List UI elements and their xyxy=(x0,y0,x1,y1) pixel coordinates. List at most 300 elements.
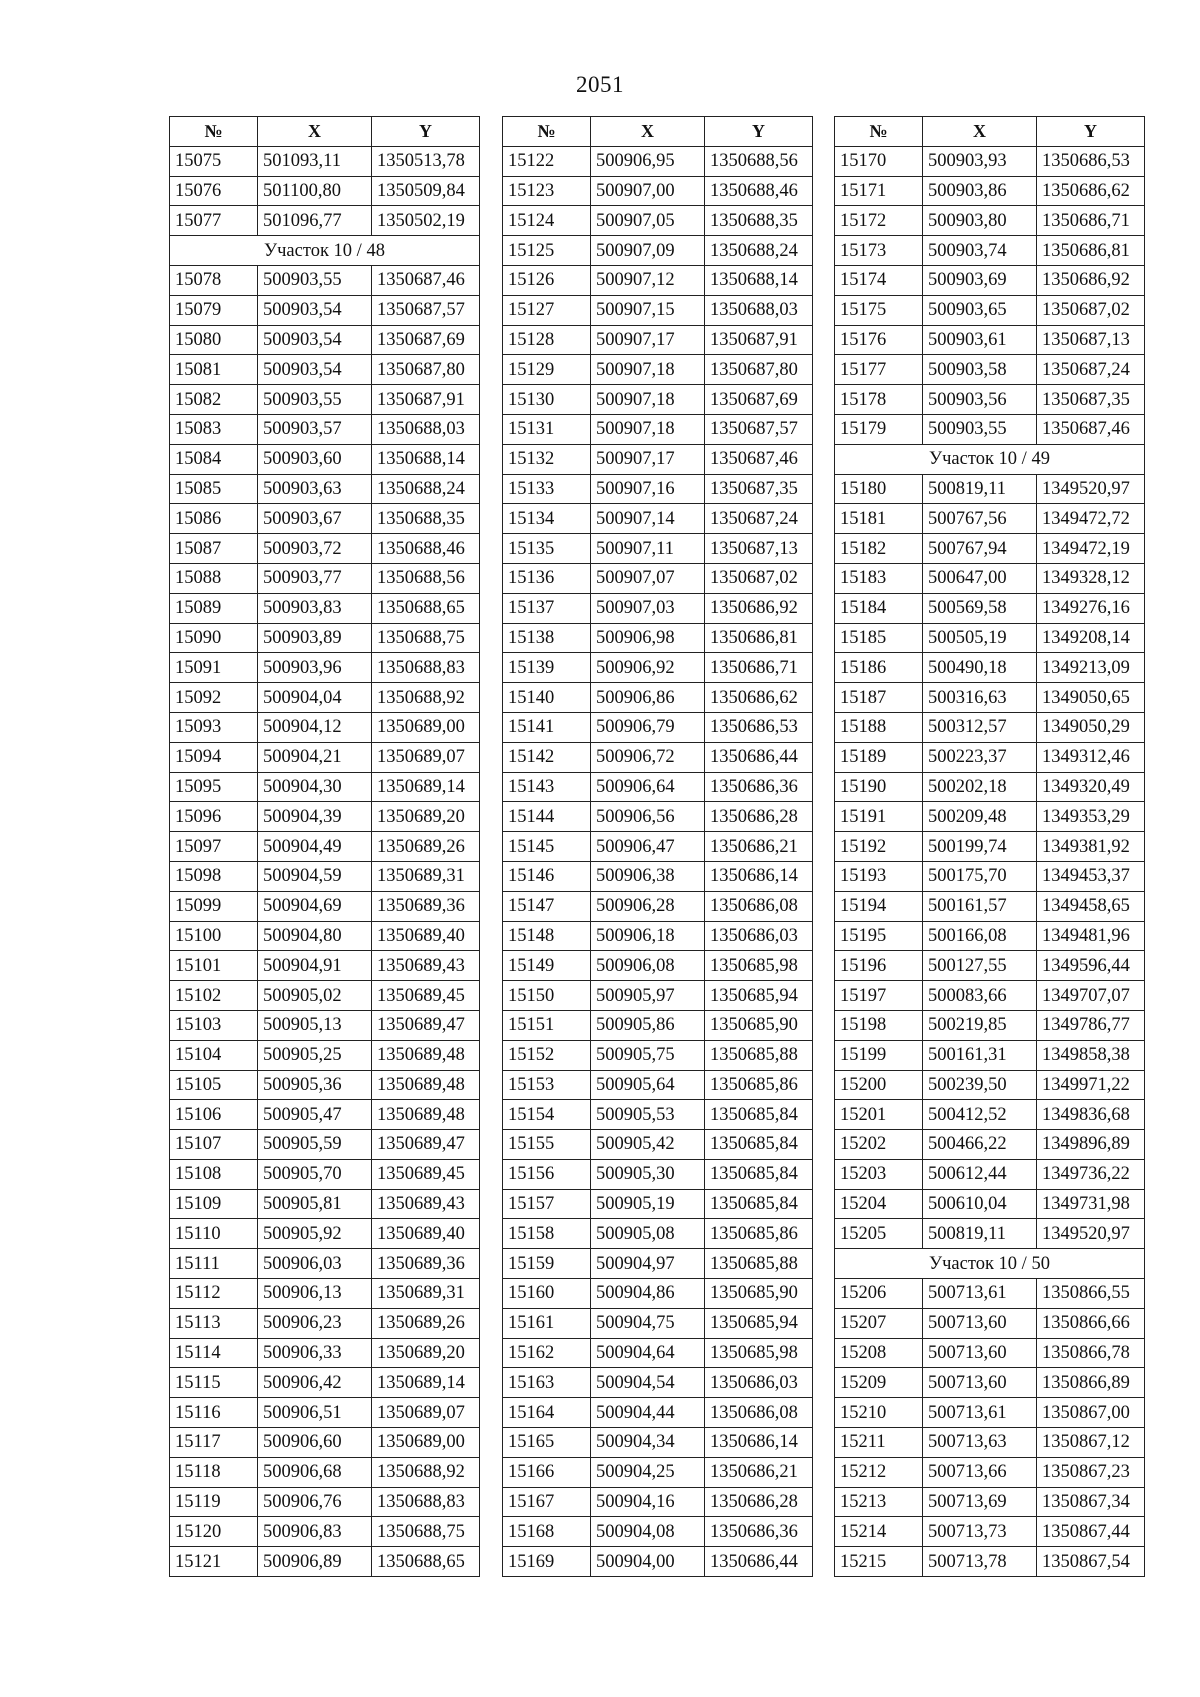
point-number-cell: 15130 xyxy=(503,385,591,415)
point-number-cell: 15102 xyxy=(170,981,258,1011)
x-coordinate-cell: 500907,17 xyxy=(591,325,705,355)
table-row xyxy=(503,1219,813,1249)
table-row xyxy=(835,295,1145,325)
x-coordinate-cell: 500906,68 xyxy=(258,1457,372,1487)
y-coordinate-cell: 1349971,22 xyxy=(1037,1070,1145,1100)
x-coordinate-cell: 500906,89 xyxy=(258,1547,372,1577)
y-coordinate-cell: 1350687,80 xyxy=(372,355,480,385)
point-number-cell: 15200 xyxy=(835,1070,923,1100)
point-number-cell: 15186 xyxy=(835,653,923,683)
x-coordinate-cell: 501100,80 xyxy=(258,176,372,206)
point-number-cell: 15086 xyxy=(170,504,258,534)
table-row xyxy=(503,623,813,653)
point-number-cell: 15162 xyxy=(503,1338,591,1368)
x-coordinate-cell: 500904,91 xyxy=(258,951,372,981)
point-number-cell: 15176 xyxy=(835,325,923,355)
y-coordinate-cell: 1350688,92 xyxy=(372,1457,480,1487)
point-number-cell: 15096 xyxy=(170,802,258,832)
y-coordinate-cell: 1350509,84 xyxy=(372,176,480,206)
point-number-cell: 15128 xyxy=(503,325,591,355)
point-number-cell: 15083 xyxy=(170,414,258,444)
table-row xyxy=(170,832,480,862)
y-coordinate-cell: 1350687,69 xyxy=(372,325,480,355)
point-number-cell: 15107 xyxy=(170,1130,258,1160)
x-coordinate-cell: 500907,09 xyxy=(591,236,705,266)
table-row xyxy=(503,176,813,206)
y-coordinate-cell: 1350685,94 xyxy=(705,1308,813,1338)
table-row xyxy=(170,1398,480,1428)
point-number-cell: 15115 xyxy=(170,1368,258,1398)
point-number-cell: 15138 xyxy=(503,623,591,653)
y-coordinate-cell: 1349472,19 xyxy=(1037,534,1145,564)
y-coordinate-cell: 1349328,12 xyxy=(1037,563,1145,593)
point-number-cell: 15152 xyxy=(503,1040,591,1070)
x-coordinate-cell: 500907,14 xyxy=(591,504,705,534)
x-coordinate-cell: 500905,02 xyxy=(258,981,372,1011)
table-row xyxy=(170,355,480,385)
x-coordinate-cell: 500819,11 xyxy=(923,1219,1037,1249)
y-coordinate-cell: 1349596,44 xyxy=(1037,951,1145,981)
x-coordinate-cell: 500903,56 xyxy=(923,385,1037,415)
table-row xyxy=(170,206,480,236)
y-coordinate-cell: 1350513,78 xyxy=(372,146,480,176)
y-coordinate-cell: 1350866,89 xyxy=(1037,1368,1145,1398)
table-row xyxy=(170,1308,480,1338)
table-row xyxy=(170,1070,480,1100)
section-row xyxy=(835,444,1145,474)
y-coordinate-cell: 1350866,78 xyxy=(1037,1338,1145,1368)
point-number-cell: 15212 xyxy=(835,1457,923,1487)
x-coordinate-cell: 500905,70 xyxy=(258,1159,372,1189)
table-row xyxy=(170,683,480,713)
point-number-cell: 15118 xyxy=(170,1457,258,1487)
y-coordinate-cell: 1350688,14 xyxy=(705,265,813,295)
table-row xyxy=(503,414,813,444)
point-number-cell: 15087 xyxy=(170,534,258,564)
y-coordinate-cell: 1349896,89 xyxy=(1037,1130,1145,1160)
x-coordinate-cell: 500906,56 xyxy=(591,802,705,832)
x-coordinate-cell: 500905,92 xyxy=(258,1219,372,1249)
x-coordinate-cell: 500903,89 xyxy=(258,623,372,653)
table-row xyxy=(170,444,480,474)
x-coordinate-cell: 500906,28 xyxy=(591,891,705,921)
x-coordinate-cell: 500903,96 xyxy=(258,653,372,683)
table-row xyxy=(503,474,813,504)
y-coordinate-cell: 1349707,07 xyxy=(1037,981,1145,1011)
y-coordinate-cell: 1350685,98 xyxy=(705,1338,813,1368)
table-row xyxy=(170,146,480,176)
table-row xyxy=(835,742,1145,772)
x-coordinate-cell: 500903,60 xyxy=(258,444,372,474)
x-coordinate-cell: 500903,80 xyxy=(923,206,1037,236)
y-coordinate-cell: 1350686,62 xyxy=(1037,176,1145,206)
point-number-cell: 15182 xyxy=(835,534,923,564)
x-coordinate-cell: 500905,86 xyxy=(591,1010,705,1040)
x-coordinate-cell: 500903,86 xyxy=(923,176,1037,206)
y-coordinate-cell: 1350686,71 xyxy=(705,653,813,683)
y-coordinate-cell: 1350685,88 xyxy=(705,1249,813,1279)
table-row xyxy=(170,742,480,772)
point-number-cell: 15131 xyxy=(503,414,591,444)
x-coordinate-cell: 500906,79 xyxy=(591,712,705,742)
x-coordinate-cell: 500905,47 xyxy=(258,1100,372,1130)
table-row xyxy=(835,1159,1145,1189)
point-number-cell: 15172 xyxy=(835,206,923,236)
point-number-cell: 15205 xyxy=(835,1219,923,1249)
table-row xyxy=(503,653,813,683)
x-coordinate-cell: 500610,04 xyxy=(923,1189,1037,1219)
table-row xyxy=(170,295,480,325)
point-number-cell: 15099 xyxy=(170,891,258,921)
y-coordinate-cell: 1350689,40 xyxy=(372,1219,480,1249)
x-coordinate-cell: 500906,08 xyxy=(591,951,705,981)
y-coordinate-cell: 1350689,31 xyxy=(372,861,480,891)
point-number-cell: 15093 xyxy=(170,712,258,742)
x-coordinate-cell: 500316,63 xyxy=(923,683,1037,713)
table-row xyxy=(170,474,480,504)
y-coordinate-cell: 1350687,91 xyxy=(372,385,480,415)
y-coordinate-cell: 1350689,36 xyxy=(372,891,480,921)
y-coordinate-cell: 1350689,48 xyxy=(372,1070,480,1100)
x-coordinate-cell: 500904,16 xyxy=(591,1487,705,1517)
y-coordinate-cell: 1350687,46 xyxy=(372,265,480,295)
x-coordinate-cell: 500905,42 xyxy=(591,1130,705,1160)
x-coordinate-cell: 500906,42 xyxy=(258,1368,372,1398)
x-coordinate-cell: 500907,18 xyxy=(591,355,705,385)
x-coordinate-cell: 500907,07 xyxy=(591,563,705,593)
point-number-cell: 15116 xyxy=(170,1398,258,1428)
y-coordinate-cell: 1350686,36 xyxy=(705,772,813,802)
x-coordinate-cell: 500412,52 xyxy=(923,1100,1037,1130)
y-coordinate-cell: 1350688,83 xyxy=(372,1487,480,1517)
table-row xyxy=(503,236,813,266)
point-number-cell: 15126 xyxy=(503,265,591,295)
x-coordinate-cell: 500903,72 xyxy=(258,534,372,564)
y-coordinate-cell: 1350689,26 xyxy=(372,832,480,862)
table-row xyxy=(503,1398,813,1428)
point-number-cell: 15112 xyxy=(170,1279,258,1309)
table-row xyxy=(503,563,813,593)
table-row xyxy=(170,1517,480,1547)
coordinates-table-2 xyxy=(502,116,813,1577)
y-coordinate-cell: 1350867,23 xyxy=(1037,1457,1145,1487)
x-coordinate-cell: 500907,00 xyxy=(591,176,705,206)
table-row xyxy=(835,683,1145,713)
y-coordinate-cell: 1349520,97 xyxy=(1037,474,1145,504)
x-coordinate-cell: 500906,64 xyxy=(591,772,705,802)
point-number-cell: 15195 xyxy=(835,921,923,951)
y-coordinate-cell: 1349472,72 xyxy=(1037,504,1145,534)
table-row xyxy=(503,1428,813,1458)
y-coordinate-cell: 1350502,19 xyxy=(372,206,480,236)
x-coordinate-cell: 500713,63 xyxy=(923,1428,1037,1458)
x-coordinate-cell: 500905,53 xyxy=(591,1100,705,1130)
y-coordinate-cell: 1350686,21 xyxy=(705,832,813,862)
y-coordinate-cell: 1350686,28 xyxy=(705,802,813,832)
point-number-cell: 15180 xyxy=(835,474,923,504)
y-coordinate-cell: 1350688,35 xyxy=(705,206,813,236)
y-coordinate-cell: 1350687,69 xyxy=(705,385,813,415)
x-coordinate-cell: 500905,81 xyxy=(258,1189,372,1219)
y-coordinate-cell: 1350689,45 xyxy=(372,981,480,1011)
y-coordinate-cell: 1350866,55 xyxy=(1037,1279,1145,1309)
x-coordinate-cell: 500713,60 xyxy=(923,1338,1037,1368)
table-row xyxy=(170,802,480,832)
table-row xyxy=(835,1010,1145,1040)
y-coordinate-cell: 1350686,14 xyxy=(705,1428,813,1458)
table-row xyxy=(835,1130,1145,1160)
y-coordinate-cell: 1350688,65 xyxy=(372,1547,480,1577)
x-coordinate-cell: 500904,54 xyxy=(591,1368,705,1398)
x-coordinate-cell: 500713,73 xyxy=(923,1517,1037,1547)
table-row xyxy=(835,712,1145,742)
table-row xyxy=(503,1159,813,1189)
y-coordinate-cell: 1350689,20 xyxy=(372,802,480,832)
table-row xyxy=(170,1249,480,1279)
x-coordinate-cell: 500906,60 xyxy=(258,1428,372,1458)
x-coordinate-cell: 500905,75 xyxy=(591,1040,705,1070)
x-coordinate-cell: 500904,39 xyxy=(258,802,372,832)
y-coordinate-cell: 1350688,46 xyxy=(705,176,813,206)
table-row xyxy=(503,891,813,921)
x-coordinate-cell: 500905,19 xyxy=(591,1189,705,1219)
table-row xyxy=(503,1100,813,1130)
point-number-cell: 15110 xyxy=(170,1219,258,1249)
table-row xyxy=(835,1308,1145,1338)
y-coordinate-cell: 1350689,26 xyxy=(372,1308,480,1338)
x-coordinate-cell: 500647,00 xyxy=(923,563,1037,593)
coordinates-table-1 xyxy=(169,116,480,1577)
y-coordinate-cell: 1349481,96 xyxy=(1037,921,1145,951)
y-coordinate-cell: 1350689,48 xyxy=(372,1040,480,1070)
table-row xyxy=(170,504,480,534)
y-coordinate-cell: 1350688,92 xyxy=(372,683,480,713)
y-coordinate-cell: 1350688,35 xyxy=(372,504,480,534)
point-number-cell: 15174 xyxy=(835,265,923,295)
x-coordinate-cell: 500505,19 xyxy=(923,623,1037,653)
y-coordinate-cell: 1350688,75 xyxy=(372,1517,480,1547)
x-coordinate-cell: 500907,11 xyxy=(591,534,705,564)
table-row xyxy=(503,206,813,236)
section-row xyxy=(835,1249,1145,1279)
point-number-cell: 15104 xyxy=(170,1040,258,1070)
point-number-cell: 15129 xyxy=(503,355,591,385)
table-header-row xyxy=(170,117,480,147)
table-row xyxy=(835,325,1145,355)
table-row xyxy=(503,802,813,832)
point-number-cell: 15114 xyxy=(170,1338,258,1368)
y-coordinate-cell: 1350689,48 xyxy=(372,1100,480,1130)
table-row xyxy=(503,593,813,623)
y-coordinate-cell: 1349276,16 xyxy=(1037,593,1145,623)
y-coordinate-cell: 1350686,92 xyxy=(705,593,813,623)
point-number-cell: 15122 xyxy=(503,146,591,176)
point-number-cell: 15215 xyxy=(835,1547,923,1577)
y-coordinate-cell: 1350688,75 xyxy=(372,623,480,653)
table-row xyxy=(170,1368,480,1398)
point-number-cell: 15141 xyxy=(503,712,591,742)
x-coordinate-cell: 500907,12 xyxy=(591,265,705,295)
y-coordinate-cell: 1349520,97 xyxy=(1037,1219,1145,1249)
x-coordinate-cell: 500903,61 xyxy=(923,325,1037,355)
y-coordinate-cell: 1349208,14 xyxy=(1037,623,1145,653)
y-coordinate-cell: 1349353,29 xyxy=(1037,802,1145,832)
point-number-cell: 15164 xyxy=(503,1398,591,1428)
y-coordinate-cell: 1350685,84 xyxy=(705,1100,813,1130)
point-number-cell: 15081 xyxy=(170,355,258,385)
x-coordinate-cell: 500903,54 xyxy=(258,355,372,385)
table-row xyxy=(503,1338,813,1368)
y-coordinate-cell: 1350687,91 xyxy=(705,325,813,355)
x-coordinate-cell: 500904,21 xyxy=(258,742,372,772)
point-number-cell: 15150 xyxy=(503,981,591,1011)
page-number: 2051 xyxy=(576,72,624,97)
x-coordinate-cell: 500127,55 xyxy=(923,951,1037,981)
table-row xyxy=(170,1130,480,1160)
table-row xyxy=(835,861,1145,891)
point-number-cell: 15105 xyxy=(170,1070,258,1100)
x-coordinate-cell: 500903,58 xyxy=(923,355,1037,385)
y-coordinate-cell: 1350686,08 xyxy=(705,1398,813,1428)
y-coordinate-cell: 1349736,22 xyxy=(1037,1159,1145,1189)
table-row xyxy=(835,355,1145,385)
y-coordinate-cell: 1350685,90 xyxy=(705,1010,813,1040)
y-coordinate-cell: 1349453,37 xyxy=(1037,861,1145,891)
y-coordinate-cell: 1350867,00 xyxy=(1037,1398,1145,1428)
y-coordinate-cell: 1350687,13 xyxy=(705,534,813,564)
y-coordinate-cell: 1349381,92 xyxy=(1037,832,1145,862)
table-row xyxy=(170,981,480,1011)
table-row xyxy=(835,1487,1145,1517)
point-number-cell: 15097 xyxy=(170,832,258,862)
table-row xyxy=(503,1308,813,1338)
x-coordinate-cell: 500906,23 xyxy=(258,1308,372,1338)
y-coordinate-cell: 1350689,00 xyxy=(372,1428,480,1458)
x-coordinate-cell: 500713,60 xyxy=(923,1308,1037,1338)
table-row xyxy=(503,1457,813,1487)
table-row xyxy=(503,683,813,713)
x-coordinate-cell: 500202,18 xyxy=(923,772,1037,802)
table-row xyxy=(835,1457,1145,1487)
x-coordinate-cell: 500907,15 xyxy=(591,295,705,325)
x-coordinate-cell: 500904,12 xyxy=(258,712,372,742)
x-coordinate-cell: 500906,18 xyxy=(591,921,705,951)
point-number-cell: 15157 xyxy=(503,1189,591,1219)
point-number-cell: 15139 xyxy=(503,653,591,683)
table-row xyxy=(503,1279,813,1309)
x-coordinate-cell: 500767,56 xyxy=(923,504,1037,534)
point-number-cell: 15188 xyxy=(835,712,923,742)
x-coordinate-cell: 500906,33 xyxy=(258,1338,372,1368)
x-coordinate-cell: 500906,38 xyxy=(591,861,705,891)
y-coordinate-cell: 1349836,68 xyxy=(1037,1100,1145,1130)
point-number-cell: 15158 xyxy=(503,1219,591,1249)
y-coordinate-cell: 1350688,56 xyxy=(705,146,813,176)
x-coordinate-cell: 500713,78 xyxy=(923,1547,1037,1577)
table-row xyxy=(835,653,1145,683)
point-number-cell: 15201 xyxy=(835,1100,923,1130)
x-coordinate-cell: 500906,98 xyxy=(591,623,705,653)
point-number-cell: 15213 xyxy=(835,1487,923,1517)
y-coordinate-cell: 1350686,81 xyxy=(1037,236,1145,266)
point-number-cell: 15183 xyxy=(835,563,923,593)
table-row xyxy=(503,355,813,385)
table-row xyxy=(503,1010,813,1040)
header-y: Y xyxy=(705,117,813,147)
table-row xyxy=(835,1219,1145,1249)
table-row xyxy=(170,414,480,444)
y-coordinate-cell: 1350688,46 xyxy=(372,534,480,564)
table-row xyxy=(835,534,1145,564)
y-coordinate-cell: 1350689,47 xyxy=(372,1010,480,1040)
point-number-cell: 15106 xyxy=(170,1100,258,1130)
point-number-cell: 15203 xyxy=(835,1159,923,1189)
x-coordinate-cell: 500907,03 xyxy=(591,593,705,623)
x-coordinate-cell: 500906,83 xyxy=(258,1517,372,1547)
y-coordinate-cell: 1350686,28 xyxy=(705,1487,813,1517)
point-number-cell: 15207 xyxy=(835,1308,923,1338)
point-number-cell: 15175 xyxy=(835,295,923,325)
header-x: X xyxy=(923,117,1037,147)
table-row xyxy=(835,474,1145,504)
y-coordinate-cell: 1350688,03 xyxy=(372,414,480,444)
point-number-cell: 15148 xyxy=(503,921,591,951)
point-number-cell: 15091 xyxy=(170,653,258,683)
table-row xyxy=(170,1010,480,1040)
point-number-cell: 15196 xyxy=(835,951,923,981)
header-number: № xyxy=(835,117,923,147)
x-coordinate-cell: 500166,08 xyxy=(923,921,1037,951)
table-row xyxy=(835,265,1145,295)
x-coordinate-cell: 500905,30 xyxy=(591,1159,705,1189)
point-number-cell: 15191 xyxy=(835,802,923,832)
x-coordinate-cell: 500905,59 xyxy=(258,1130,372,1160)
x-coordinate-cell: 500907,18 xyxy=(591,414,705,444)
x-coordinate-cell: 500904,25 xyxy=(591,1457,705,1487)
y-coordinate-cell: 1350685,94 xyxy=(705,981,813,1011)
table-row xyxy=(503,861,813,891)
x-coordinate-cell: 500903,74 xyxy=(923,236,1037,266)
point-number-cell: 15095 xyxy=(170,772,258,802)
y-coordinate-cell: 1350687,02 xyxy=(1037,295,1145,325)
y-coordinate-cell: 1350866,66 xyxy=(1037,1308,1145,1338)
y-coordinate-cell: 1349050,65 xyxy=(1037,683,1145,713)
point-number-cell: 15179 xyxy=(835,414,923,444)
x-coordinate-cell: 500903,77 xyxy=(258,563,372,593)
table-row xyxy=(503,295,813,325)
x-coordinate-cell: 500904,97 xyxy=(591,1249,705,1279)
table-row xyxy=(503,504,813,534)
x-coordinate-cell: 500903,65 xyxy=(923,295,1037,325)
table-row xyxy=(835,414,1145,444)
y-coordinate-cell: 1350687,57 xyxy=(372,295,480,325)
x-coordinate-cell: 500161,57 xyxy=(923,891,1037,921)
y-coordinate-cell: 1350689,36 xyxy=(372,1249,480,1279)
x-coordinate-cell: 500905,08 xyxy=(591,1219,705,1249)
y-coordinate-cell: 1350685,84 xyxy=(705,1130,813,1160)
x-coordinate-cell: 500904,86 xyxy=(591,1279,705,1309)
table-row xyxy=(170,623,480,653)
x-coordinate-cell: 500904,34 xyxy=(591,1428,705,1458)
y-coordinate-cell: 1350689,07 xyxy=(372,742,480,772)
coordinates-table-3 xyxy=(834,116,1145,1577)
x-coordinate-cell: 500904,30 xyxy=(258,772,372,802)
table-row xyxy=(835,206,1145,236)
point-number-cell: 15127 xyxy=(503,295,591,325)
point-number-cell: 15080 xyxy=(170,325,258,355)
point-number-cell: 15144 xyxy=(503,802,591,832)
table-row xyxy=(170,593,480,623)
